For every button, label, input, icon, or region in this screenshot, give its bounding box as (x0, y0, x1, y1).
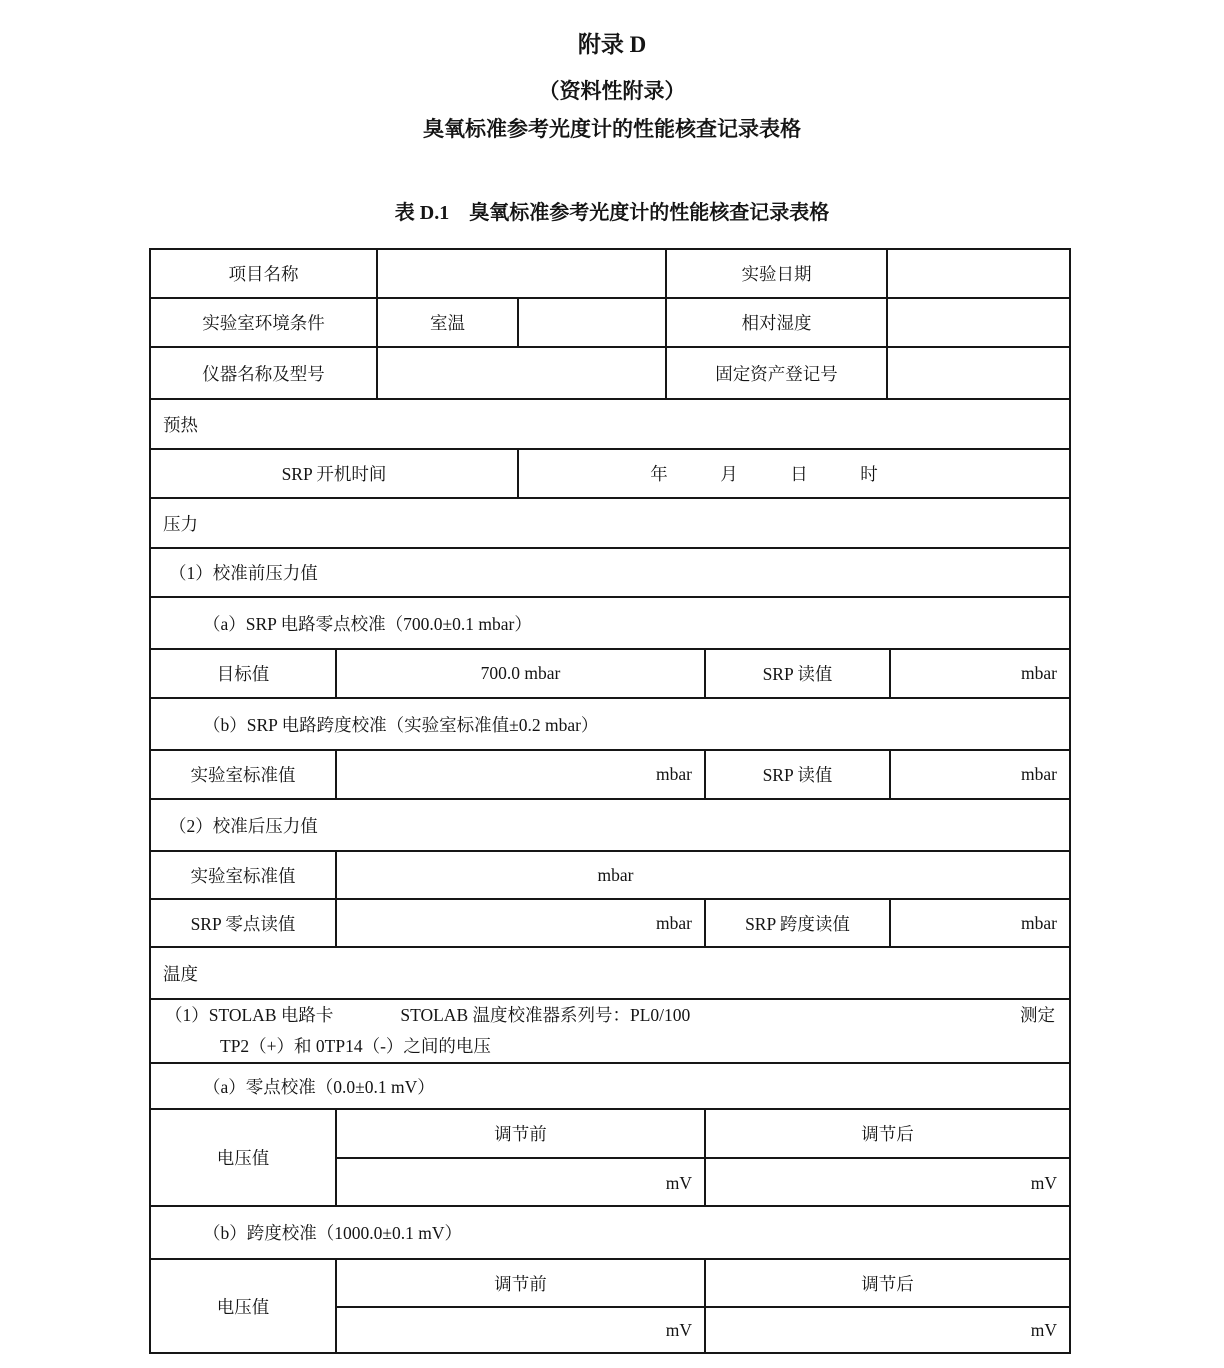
relative-humidity-value (888, 299, 1069, 346)
srp-reading-unit-text: mbar (1021, 663, 1057, 683)
stolab-text-line1_mid: STOLAB 温度校准器系列号：PL0/100 (400, 1005, 691, 1025)
table-row (151, 650, 1069, 699)
lab-standard-value-unit (337, 751, 706, 798)
table-row (151, 751, 1069, 800)
room-temperature-value (519, 299, 667, 346)
before-adjust-label-text: 调节前 (494, 1273, 547, 1294)
target-value-text: 700.0 mbar (480, 663, 561, 683)
before-adjust-unit-text: mV (665, 1319, 692, 1340)
after-adjust-label-text: 调节后 (861, 1273, 914, 1294)
instrument-name-label (151, 348, 378, 398)
srp-span-reading-label (706, 900, 891, 946)
table-row (151, 348, 1069, 400)
after-adjust-label (706, 1260, 1069, 1306)
srp-power-on-time-value-text: 年 月 日 时 (650, 464, 878, 484)
after-adjust-label (706, 1110, 1069, 1157)
srp-span-reading-unit (891, 900, 1069, 946)
srp-zero-reading-label (151, 900, 337, 946)
lab-standard-value-unit-text: mbar (656, 764, 692, 784)
experiment-date-label (667, 250, 888, 297)
before-adjust-unit-text: mV (665, 1172, 692, 1193)
after-adjust-label-text: 调节后 (861, 1124, 914, 1144)
section-pressure-text: 压力 (163, 513, 198, 534)
section-temperature-text: 温度 (163, 963, 198, 984)
span-calibration-label-text: （b）跨度校准（1000.0±0.1 mV） (203, 1223, 462, 1243)
before-adjust-label (337, 1260, 706, 1306)
srp-zero-reading-unit (337, 900, 706, 946)
after-adjust-unit (706, 1159, 1069, 1205)
lab-standard-value-unit (337, 852, 1069, 898)
srp-reading-label (706, 650, 891, 697)
voltage-value-label-text: 电压值 (216, 1296, 270, 1317)
srp-span-reading-label-text: SRP 跨度读值 (745, 913, 850, 934)
section-temperature (151, 948, 1069, 998)
project-name-label-text: 项目名称 (228, 264, 299, 284)
table-sub-row (337, 1308, 1069, 1352)
table-sub-row (337, 1260, 1069, 1308)
table-row (151, 1260, 1069, 1352)
table-caption: 表 D.1 臭氧标准参考光度计的性能核查记录表格 (394, 202, 830, 224)
zero-calibration-label-text: （a）零点校准（0.0±0.1 mV） (203, 1076, 435, 1097)
lab-standard-value-label-text: 实验室标准值 (190, 765, 296, 785)
before-adjust-unit (337, 1308, 706, 1352)
project-name-value (378, 250, 667, 297)
srp-reading-label-text: SRP 读值 (762, 765, 833, 785)
asset-register-label-text: 固定资产登记号 (715, 363, 838, 384)
table-row (151, 1000, 1069, 1064)
span-calibration-label (151, 1207, 1069, 1258)
srp-zero-calibration-label-text: （a）SRP 电路零点校准（700.0±0.1 mbar） (203, 613, 532, 634)
lab-environment-label (151, 299, 378, 346)
srp-zero-calibration-label (151, 598, 1069, 648)
post-calibration-pressure-label-text: （2）校准后压力值 (169, 815, 318, 836)
before-adjust-label (337, 1110, 706, 1157)
lab-standard-value-label (151, 852, 337, 898)
voltage-adjust-group (337, 1110, 1069, 1205)
target-value-label (151, 650, 337, 697)
record-table (149, 248, 1071, 1354)
table-sub-row (337, 1110, 1069, 1159)
pre-calibration-pressure-label-text: （1）校准前压力值 (169, 563, 318, 583)
table-row (151, 1110, 1069, 1207)
table-row (151, 948, 1069, 1000)
project-name-label (151, 250, 378, 297)
srp-span-calibration-label (151, 699, 1069, 749)
srp-span-reading-unit-text: mbar (1021, 912, 1057, 933)
room-temperature-label (378, 299, 519, 346)
post-calibration-pressure-label (151, 800, 1069, 850)
srp-zero-reading-unit-text: mbar (656, 912, 692, 933)
after-adjust-unit (706, 1308, 1069, 1352)
after-adjust-unit-text: mV (1030, 1172, 1057, 1193)
section-preheat (151, 400, 1069, 448)
table-row (151, 250, 1069, 299)
room-temperature-label-text: 室温 (430, 313, 465, 333)
target-value (337, 650, 706, 697)
stolab-text-line2: TP2（+）和 0TP14（-）之间的电压 (220, 1036, 491, 1056)
srp-reading-label-text: SRP 读值 (762, 664, 833, 684)
experiment-date-label-text: 实验日期 (741, 264, 812, 284)
table-row (151, 900, 1069, 948)
srp-zero-reading-label-text: SRP 零点读值 (190, 913, 296, 934)
srp-reading-unit-text: mbar (1021, 764, 1057, 784)
table-row (151, 499, 1069, 549)
target-value-label-text: 目标值 (216, 664, 270, 684)
table-row (151, 800, 1069, 852)
table-row (151, 549, 1069, 598)
lab-standard-value-unit-text: mbar (597, 864, 634, 885)
zero-calibration-label (151, 1064, 1069, 1108)
document-header (0, 30, 1224, 226)
table-sub-row (337, 1159, 1069, 1205)
appendix-heading: 附录 D (577, 32, 647, 57)
section-pressure (151, 499, 1069, 547)
section-preheat-text: 预热 (163, 414, 198, 435)
srp-power-on-time-label (151, 450, 519, 497)
lab-standard-value-label-text: 实验室标准值 (190, 865, 296, 886)
instrument-name-value (378, 348, 667, 398)
srp-span-calibration-label-text: （b）SRP 电路跨度校准（实验室标准值±0.2 mbar） (203, 714, 599, 735)
stolab-description (151, 1000, 1069, 1062)
asset-register-label (667, 348, 888, 398)
stolab-text-line1_left: （1）STOLAB 电路卡 (165, 1005, 334, 1025)
table-row (151, 450, 1069, 499)
appendix-type-heading: （资料性附录） (538, 79, 686, 103)
table-row (151, 299, 1069, 348)
relative-humidity-label-text: 相对湿度 (741, 313, 812, 333)
table-row (151, 1207, 1069, 1260)
stolab-text-line1_right: 测定 (1020, 1005, 1055, 1025)
table-row (151, 852, 1069, 900)
relative-humidity-label (667, 299, 888, 346)
before-adjust-unit (337, 1159, 706, 1205)
srp-reading-unit (891, 650, 1069, 697)
voltage-value-label (151, 1110, 337, 1205)
voltage-value-label (151, 1260, 337, 1352)
srp-power-on-time-label-text: SRP 开机时间 (281, 464, 387, 484)
asset-register-value (888, 348, 1069, 398)
srp-power-on-time-value (519, 450, 1069, 497)
srp-reading-unit (891, 751, 1069, 798)
pre-calibration-pressure-label (151, 549, 1069, 596)
document-title: 臭氧标准参考光度计的性能核查记录表格 (423, 117, 801, 141)
lab-environment-label-text: 实验室环境条件 (202, 313, 325, 333)
instrument-name-label-text: 仪器名称及型号 (202, 363, 325, 384)
before-adjust-label-text: 调节前 (494, 1124, 547, 1144)
table-row (151, 1064, 1069, 1110)
experiment-date-value (888, 250, 1069, 297)
after-adjust-unit-text: mV (1030, 1319, 1057, 1340)
lab-standard-value-label (151, 751, 337, 798)
table-row (151, 598, 1069, 650)
voltage-adjust-group (337, 1260, 1069, 1352)
table-row (151, 699, 1069, 751)
table-row (151, 400, 1069, 450)
voltage-value-label-text: 电压值 (216, 1148, 270, 1168)
srp-reading-label (706, 751, 891, 798)
